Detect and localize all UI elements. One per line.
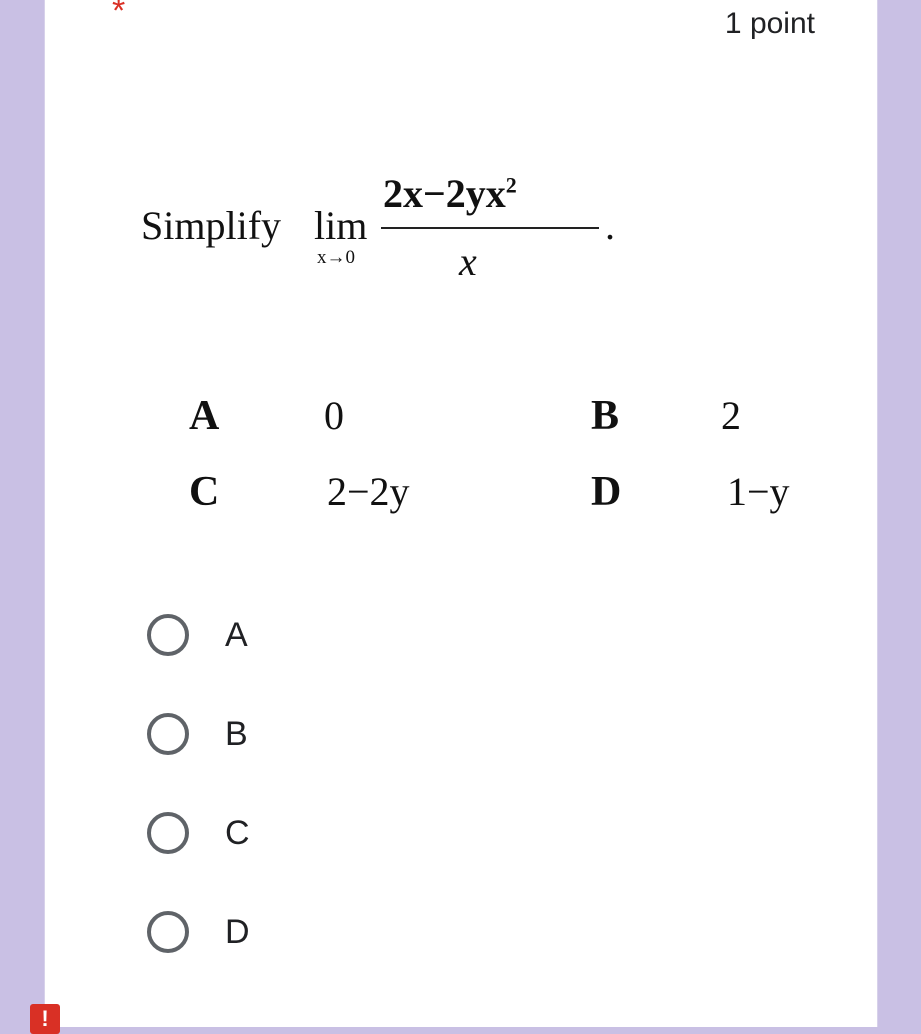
- question-period: .: [605, 203, 615, 248]
- choice-label-c: C: [225, 813, 250, 852]
- option-value-a: 0: [324, 393, 344, 438]
- limit-subscript: x→0: [317, 247, 355, 268]
- radio-button-c[interactable]: [147, 812, 189, 854]
- option-letter-d: D: [591, 469, 622, 515]
- radio-button-d[interactable]: [147, 911, 189, 953]
- question-image: [141, 150, 841, 530]
- points-label: 1 point: [724, 7, 815, 40]
- choice-label-b: B: [225, 714, 248, 753]
- fraction-bar: [381, 227, 599, 229]
- fraction-denominator: x: [459, 239, 477, 284]
- option-value-d: 1−y: [727, 469, 790, 514]
- error-icon: !: [30, 1004, 60, 1034]
- option-value-b: 2: [721, 393, 741, 438]
- limit-operator: lim: [314, 203, 368, 248]
- option-letter-a: A: [189, 393, 220, 439]
- option-value-c: 2−2y: [327, 469, 410, 514]
- choice-label-d: D: [225, 912, 250, 951]
- question-card: [44, 0, 878, 1027]
- choice-b[interactable]: [147, 706, 248, 762]
- choice-label-a: A: [225, 615, 248, 654]
- numerator-text: 2x−2yx: [383, 171, 506, 216]
- numerator-exponent: 2: [505, 172, 517, 198]
- question-word: Simplify: [141, 203, 282, 248]
- choice-d[interactable]: [147, 904, 250, 960]
- option-letter-b: B: [591, 393, 620, 439]
- choice-c[interactable]: [147, 805, 250, 861]
- radio-button-b[interactable]: [147, 713, 189, 755]
- option-letter-c: C: [189, 469, 220, 515]
- choice-a[interactable]: [147, 607, 248, 663]
- fraction-numerator: [383, 170, 517, 217]
- required-marker: *: [112, 0, 126, 30]
- radio-button-a[interactable]: [147, 614, 189, 656]
